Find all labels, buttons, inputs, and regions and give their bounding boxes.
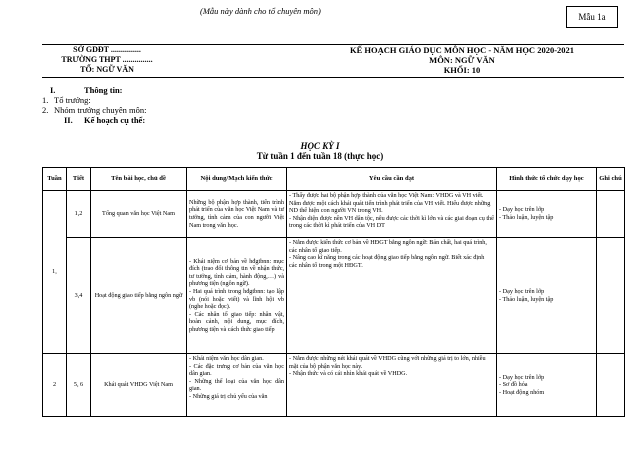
notes-cell — [597, 191, 625, 238]
requirements-cell: - Nắm được kiến thức cơ bản về HĐGT bằng ngôn ngữ: Bản chất, hai quá trình, các nhân tố giao tiếp. - Nâng cao kĩ năng trong các hoạt động giao tiếp bằng ngôn ngữ. Biết xác định các nhân tố trong một HĐGT. — [287, 238, 497, 354]
top-note: (Mẫu này dành cho tổ chuyên môn) — [200, 6, 321, 16]
table-row — [43, 191, 625, 238]
section-2-title: Kế hoạch cụ thể: — [84, 115, 146, 125]
col-teaching-form: Hình thức tổ chức dạy học — [497, 168, 597, 191]
template-label: Mẫu 1a — [566, 6, 618, 28]
lesson-cell: Hoạt động giao tiếp bằng ngôn ngữ — [91, 238, 187, 354]
week-cell: 1, — [43, 191, 67, 354]
notes-cell — [597, 238, 625, 354]
table-header-row — [43, 168, 625, 191]
group-line: TỔ: NGỮ VĂN — [80, 65, 134, 74]
plan-title: KẾ HOẠCH GIÁO DỤC MÔN HỌC - NĂM HỌC 2020-2021 — [349, 45, 575, 55]
info-item-2: 2. Nhóm trưởng chuyên môn: — [42, 105, 147, 115]
col-requirements: Yêu cầu cần đạt — [287, 168, 497, 191]
teaching-form-cell: - Dạy học trên lớp - Sơ đồ hóa - Hoạt động nhóm — [497, 354, 597, 417]
department-line: SỞ GDĐT ............... — [73, 45, 141, 54]
notes-cell — [597, 354, 625, 417]
header-left — [42, 45, 172, 75]
section-1-heading — [50, 85, 123, 95]
content-cell: - Khái niệm văn học dân gian. - Các đặc trưng cơ bản của văn học dân gian. - Những thể loại của văn học dân gian. - Những giá trị chủ yếu của văn — [187, 354, 287, 417]
section-2-heading — [64, 115, 145, 125]
grade-line: KHỐI: 10 — [443, 65, 481, 75]
requirements-cell: - Nắm được những nét khái quát về VHDG cũng với những giá trị to lớn, nhiều mặt của bộ phận văn học này. - Nhận thức và có cái nhìn khái quát về VHDG. — [287, 354, 497, 417]
section-1-title: Thông tin: — [84, 85, 123, 95]
period-cell: 5, 6 — [67, 354, 91, 417]
section-1-number: I. — [50, 85, 56, 95]
header-right — [300, 45, 624, 75]
col-lesson: Tên bài học, chủ đề — [91, 168, 187, 191]
col-notes: Ghi chú — [597, 168, 625, 191]
table-row — [43, 238, 625, 354]
table-row — [43, 354, 625, 417]
plan-table — [42, 167, 625, 417]
week-range: Từ tuần 1 đến tuần 18 (thực học) — [256, 151, 384, 161]
col-period: Tiết — [67, 168, 91, 191]
content-cell: Những bộ phận hợp thành, tiến trình phát triển của văn học Việt Nam và tư tưởng, tình cảm của con người Việt Nam trong văn học. — [187, 191, 287, 238]
week-cell: 2 — [43, 354, 67, 417]
period-cell: 3,4 — [67, 238, 91, 354]
period-cell: 1,2 — [67, 191, 91, 238]
document-header — [42, 44, 624, 78]
info-item-1: 1. Tổ trưởng: — [42, 95, 91, 105]
lesson-cell: Tổng quan văn học Việt Nam — [91, 191, 187, 238]
teaching-form-cell: - Dạy học trên lớp - Thảo luận, luyện tập — [497, 191, 597, 238]
lesson-cell: Khái quát VHDG Việt Nam — [91, 354, 187, 417]
school-line: TRƯỜNG THPT ............... — [61, 55, 153, 64]
col-week: Tuần — [43, 168, 67, 191]
content-cell: - Khái niệm cơ bản về hđgtbnn: mục đích (trao đổi thông tin về nhận thức, tư tưởng, tình cảm, hành động,…) và phương tiện (ngôn ngữ). - Hai quá trình trong hđgtbnn: tạo lập vb (nói hoặc viết) và lĩnh hội vb (nghe hoặc đọc). - Các nhân tố giao tiếp: nhân vật, hoàn cảnh, nội dung, mục đích, phương tiện và cách thức giao tiếp — [187, 238, 287, 354]
section-2-number: II. — [64, 115, 73, 125]
subject-line: MÔN: NGỮ VĂN — [429, 55, 495, 65]
requirements-cell: - Thấy được hai bộ phận hợp thành của văn học Việt Nam: VHDG và VH viết. Nắm được một cách khái quát tiến trình phát triển của VH viết. Hiểu được những ND thể hiện con người VN trong VH. - Nhận diện được nền VH dân tộc, nêu được các thời kì lớn và các giai đoạn cụ thể trong các thời kì phát triển của VH DT — [287, 191, 497, 238]
teaching-form-cell: - Dạy học trên lớp - Thảo luận, luyện tập — [497, 238, 597, 354]
col-content: Nội dung/Mạch kiến thức — [187, 168, 287, 191]
semester-title: HỌC KỲ I — [300, 141, 340, 151]
